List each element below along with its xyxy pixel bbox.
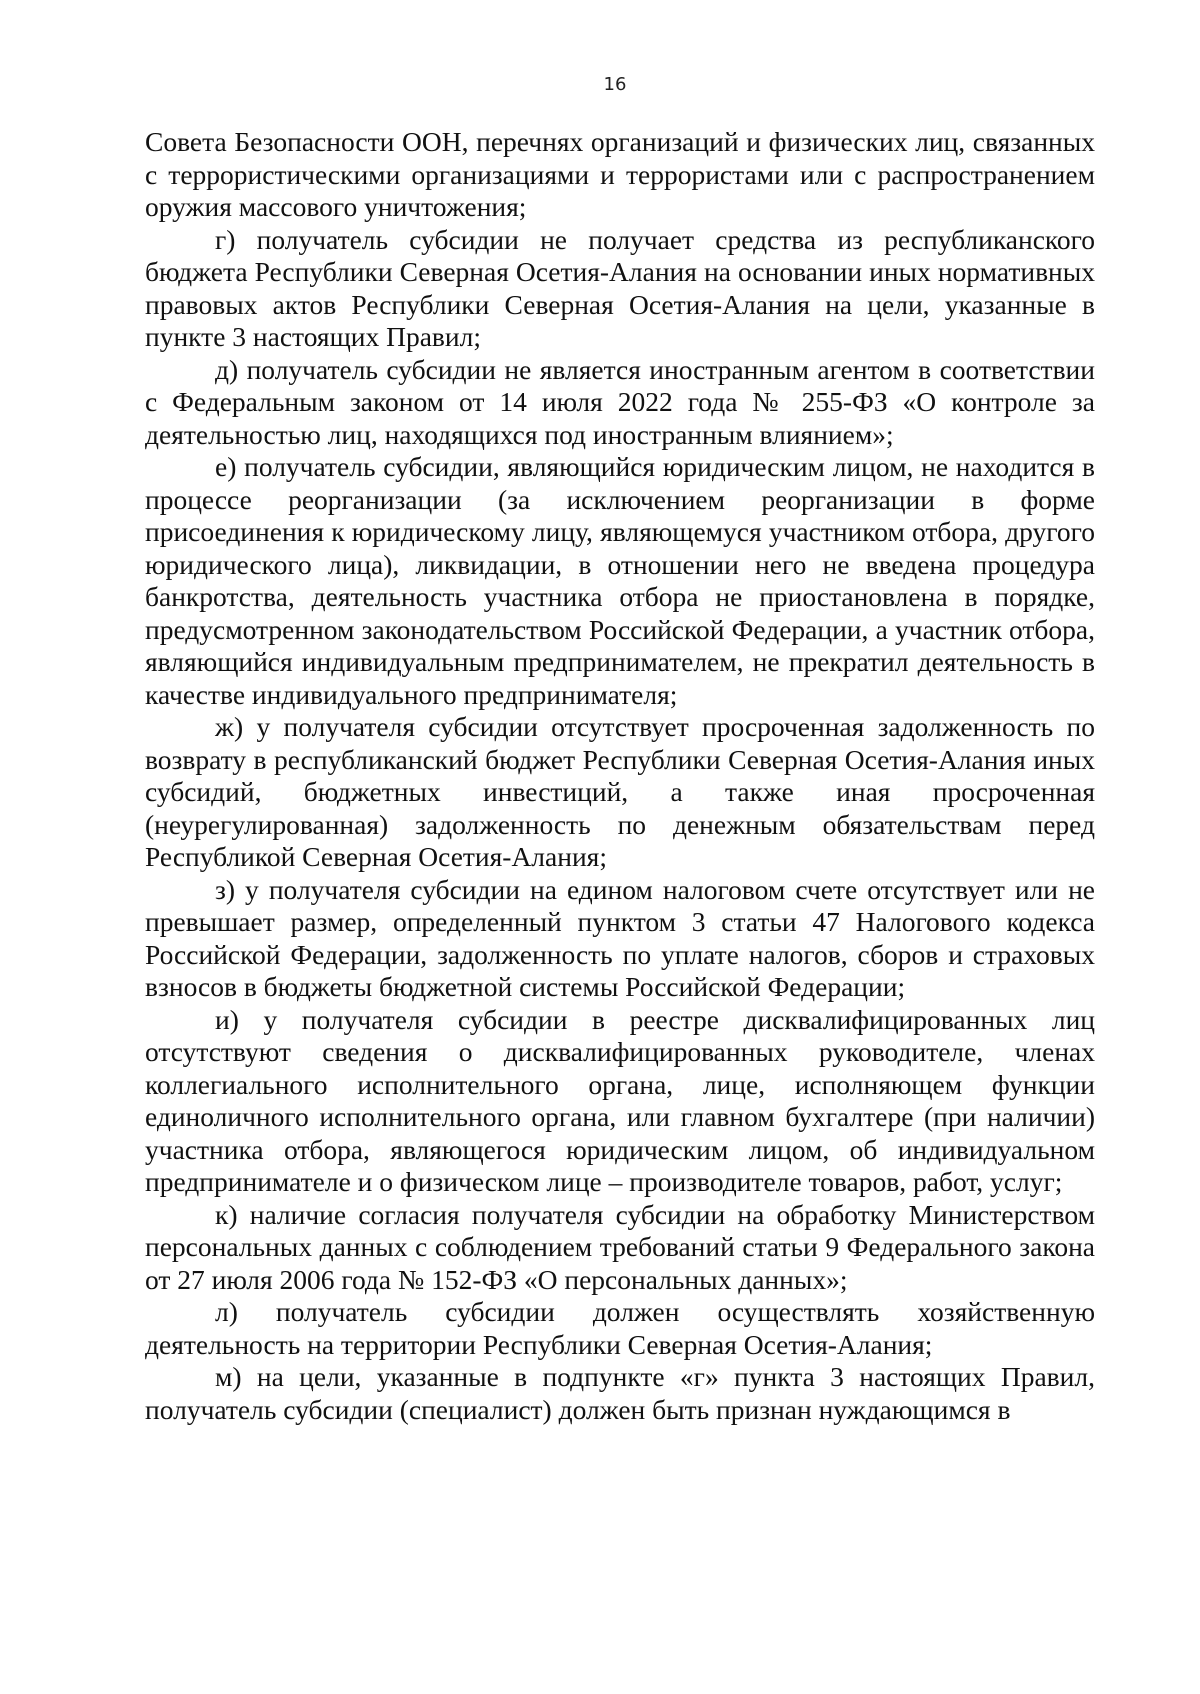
paragraph-item-d: д) получатель субсидии не является иностранным агентом в соответствии с Федеральным законом от 14 июля 2022 года № 255-ФЗ «О контроле за деятельностью лиц, находящихся под иностранным влиянием»; xyxy=(145,353,1095,450)
paragraph-item-m: м) на цели, указанные в подпункте «г» пункта 3 настоящих Правил, получатель субсидии (специалист) должен быть признан нуждающимся в xyxy=(145,1361,1095,1425)
paragraph-item-zh: ж) у получателя субсидии отсутствует просроченная задолженность по возврату в республиканский бюджет Республики Северная Осетия-Алания иных субсидий, бюджетных инвестиций, а также иная просроченная (неурегулированная) задолженность по денежным обязательствам перед Республикой Северная Осетия-Алания; xyxy=(145,711,1095,872)
paragraph-item-k: к) наличие согласия получателя субсидии на обработку Министерством персональных данных с соблюдением требований статьи 9 Федерального закона от 27 июля 2006 года № 152-ФЗ «О персональных данных»; xyxy=(145,1198,1095,1295)
paragraph-item-l: л) получатель субсидии должен осуществлять хозяйственную деятельность на территории Республики Северная Осетия-Алания; xyxy=(145,1296,1095,1360)
paragraph-item-z: з) у получателя субсидии на едином налоговом счете отсутствует или не превышает размер, определенный пунктом 3 статьи 47 Налогового кодекса Российской Федерации, задолженность по уплате налогов, сборов и страховых взносов в бюджеты бюджетной системы Российской Федерации; xyxy=(145,873,1095,1002)
paragraph-item-g: г) получатель субсидии не получает средства из республиканского бюджета Республики Северная Осетия-Алания на основании иных нормативных правовых актов Республики Северная Осетия-Алания на цели, указанные в пункте 3 настоящих Правил; xyxy=(145,223,1095,352)
paragraph-continuation: Совета Безопасности ООН, перечнях организаций и физических лиц, связанных с террористическими организациями и террористами или с распространением оружия массового уничтожения; xyxy=(145,126,1095,222)
paragraph-item-i: и) у получателя субсидии в реестре дисквалифицированных лиц отсутствуют сведения о дисквалифицированных руководителе, членах коллегиального исполнительного органа, лице, исполняющем функции единоличного исполнительного органа, или главном бухгалтере (при наличии) участника отбора, являющегося юридическим лицом, об индивидуальном предпринимателе и о физическом лице – производителе товаров, работ, услуг; xyxy=(145,1003,1095,1197)
paragraph-item-e: е) получатель субсидии, являющийся юридическим лицом, не находится в процессе реорганизации (за исключением реорганизации в форме присоединения к юридическому лицу, являющемуся участником отбора, другого юридического лица), ликвидации, в отношении него не введена процедура банкротства, деятельность участника отбора не приостановлена в порядке, предусмотренном законодательством Российской Федерации, а участник отбора, являющийся индивидуальным предпринимателем, не прекратил деятельность в качестве индивидуального предпринимателя; xyxy=(145,451,1095,710)
page-number: 16 xyxy=(603,74,627,95)
document-body xyxy=(145,126,1095,1426)
